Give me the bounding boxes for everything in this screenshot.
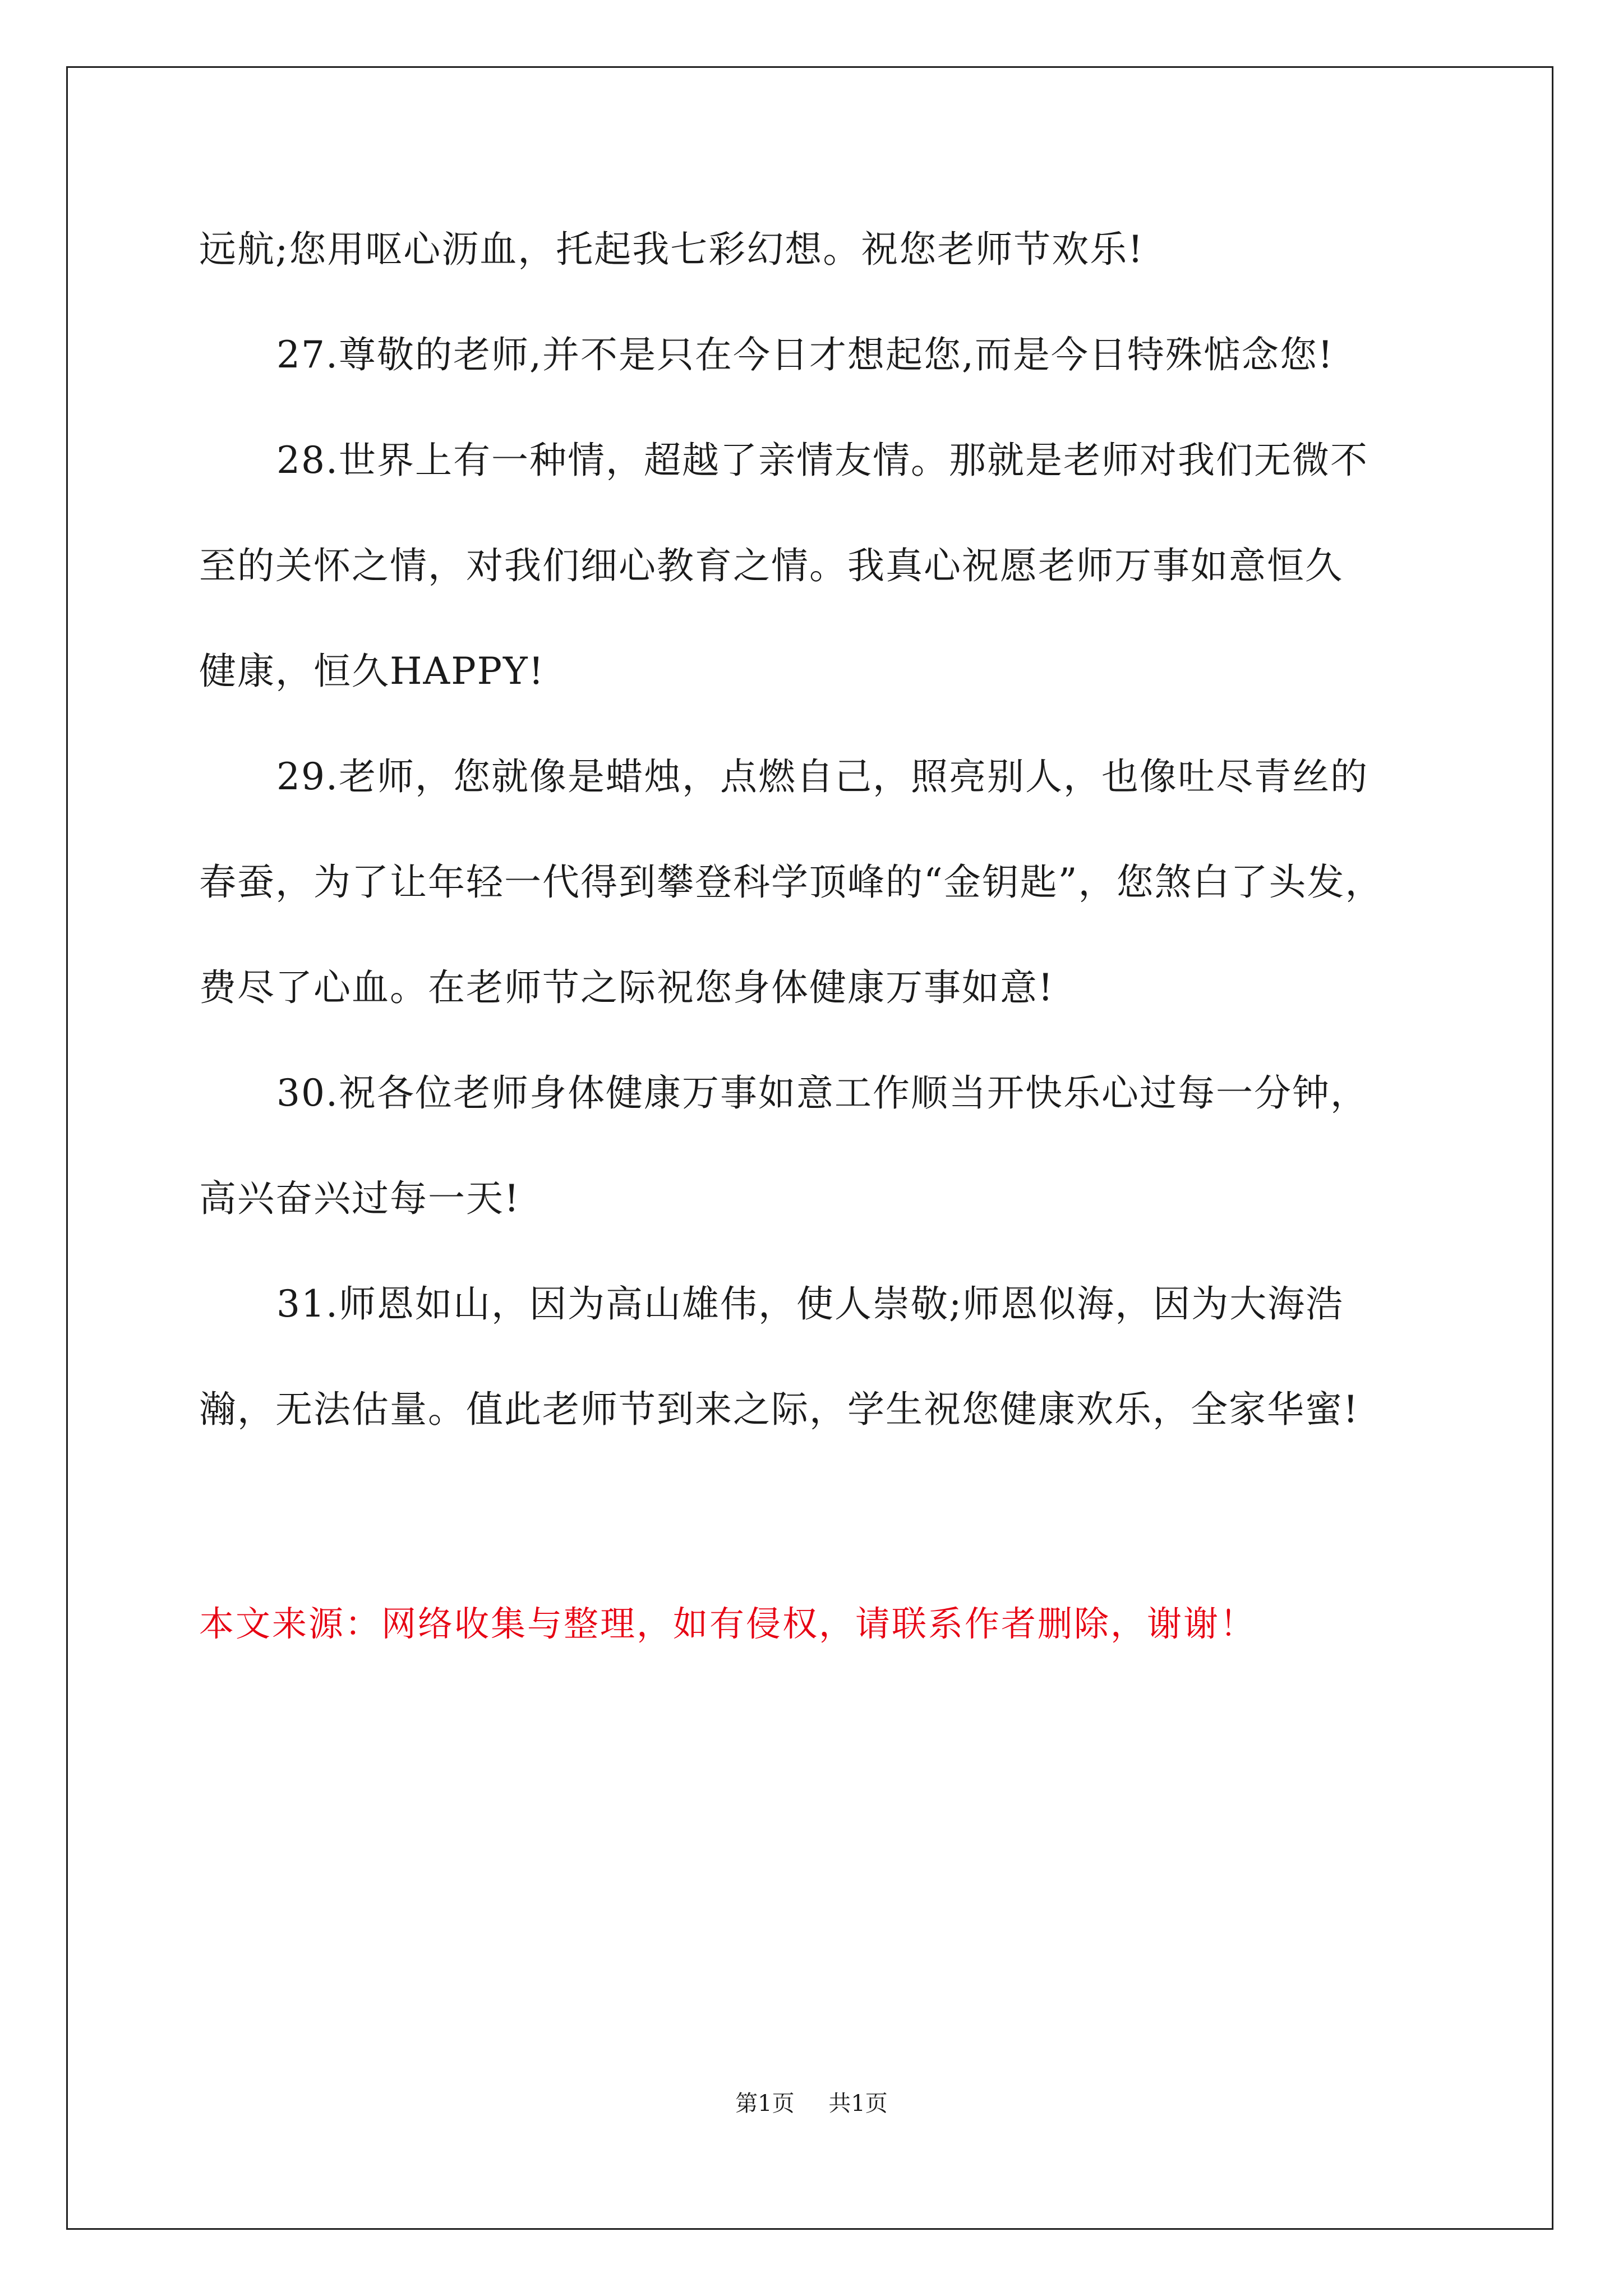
paragraph-line: 远航;您用呕心沥血，托起我七彩幻想。祝您老师节欢乐! (199, 228, 1144, 271)
paragraph-line: 瀚，无法估量。值此老师节到来之际，学生祝您健康欢乐，全家华蜜! (199, 1388, 1359, 1431)
document-body (199, 216, 1467, 1481)
paragraph-line: 春蚕，为了让年轻一代得到攀登科学顶峰的“金钥匙”，您煞白了头发， (199, 861, 1384, 904)
page-number: 第1页 (735, 2091, 795, 2116)
paragraph-line: 健康，恒久HAPPY! (199, 650, 545, 693)
paragraph-line: 30.祝各位老师身体健康万事如意工作顺当开快乐心过每一分钟， (276, 1071, 1368, 1115)
paragraph-line: 29.老师，您就像是蜡烛，点燃自己，照亮别人，也像吐尽青丝的 (276, 755, 1368, 798)
page-total: 共1页 (828, 2091, 888, 2116)
source-disclaimer: 本文来源：网络收集与整理，如有侵权，请联系作者删除，谢谢！ (199, 1603, 1257, 1644)
paragraph-line: 27.尊敬的老师,并不是只在今日才想起您,而是今日特殊惦念您! (276, 333, 1334, 376)
paragraph-line: 31.师恩如山，因为高山雄伟，使人崇敬;师恩似海，因为大海浩 (276, 1282, 1344, 1326)
paragraph-line: 至的关怀之情，对我们细心教育之情。我真心祝愿老师万事如意恒久 (199, 544, 1343, 587)
paragraph-line: 28.世界上有一种情，超越了亲情友情。那就是老师对我们无微不 (276, 439, 1368, 482)
page-footer (0, 2086, 1623, 2118)
paragraph-line: 高兴奋兴过每一天! (199, 1177, 520, 1220)
paragraph-line: 费尽了心血。在老师节之际祝您身体健康万事如意! (199, 966, 1054, 1009)
